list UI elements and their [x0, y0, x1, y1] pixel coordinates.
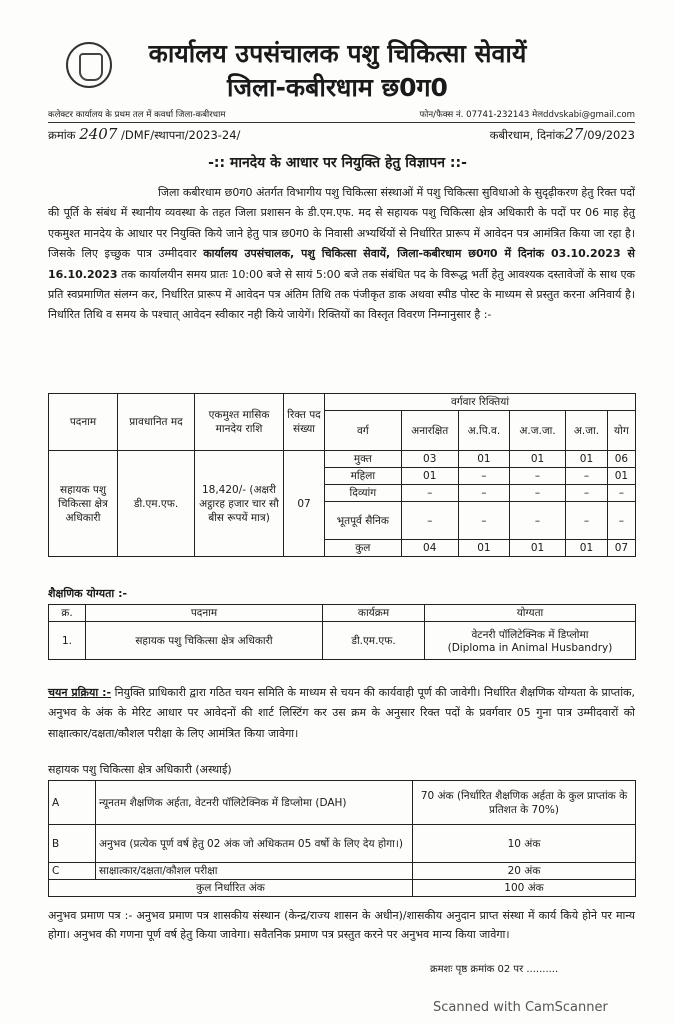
office-title: कार्यालय उपसंचालक पशु चिकित्सा सेवायें	[148, 39, 527, 68]
handwritten-number: 2407	[79, 125, 118, 143]
subject-heading: -:: मानदेय के आधार पर नियुक्ति हेतु विज्ञापन ::-	[208, 155, 467, 171]
experience-note: अनुभव प्रमाण पत्र :- अनुभव प्रमाण पत्र शासकीय संस्थान (केन्द्र/राज्य शासन के अधीन)/शासकीय अनुदान प्राप्त संस्था में कार्य किये होने पर मान्य होगा। अनुभव की गणना पूर्ण वर्ष हेतु किया जावेगा। सवैतनिक प्रमाण पत्र प्रस्तुत करने पर अनुभव मान्य किया जावेगा।	[48, 909, 635, 941]
reference-date: कबीरधाम, दिनांक27/09/2023	[489, 125, 635, 143]
qualification-heading: शैक्षणिक योग्यता :-	[48, 587, 128, 600]
handwritten-day: 27	[564, 125, 584, 143]
district-title: जिला-कबीरधाम छ0ग0	[227, 73, 448, 102]
scanner-watermark: Scanned with CamScanner	[433, 1000, 608, 1015]
reference-line	[48, 125, 635, 143]
selection-heading: चयन प्रक्रिया :-	[48, 686, 112, 699]
marks-table: A न्यूनतम शैक्षणिक अर्हता, वेटनरी पॉलिटेक्निक में डिप्लोमा (DAH) 70 अंक (निर्धारित शैक्षणिक अर्हता के कुल प्राप्तांक के प्रतिशत के 70%) B अनुभव (प्रत्येक पूर्ण वर्ष हेतु 02 अंक जो अधिकतम 05 वर्षो के लिए देय होगा।) 10 अंक C साक्षात्कार/दक्षता/कौशल परीक्षा 20 अंक कुल निर्धारित अंक 100 अंक	[48, 780, 636, 897]
intro-paragraph: जिला कबीरधाम छ0ग0 अंतर्गत विभागीय पशु चिकित्सा संस्थाओं में पशु चिकित्सा सुविधाओ के सुदृढ़ीकरण हेतु रिक्त पदों की पूर्ति के संबंध में स्थानीय व्यवस्था के तहत जिला प्रशासन के डी.एम.एफ. मद से सहायक पशु चिकित्सा क्षेत्र अधिकारी के पदों पर 06 माह हेतु एकमुश्त मानदेय के आधार पर नियुक्ति किये जाने हेतु पात्र छ0ग0 के निवासी अभ्यर्थियों से निर्धारित प्रारूप में आवेदन पत्र आमंत्रित किया जा रहा है। जिसके लिए इच्छुक पात्र उम्मीदवार कार्यालय उपसंचालक, पशु चिकित्सा सेवायें, जिला-कबीरधाम छ0ग0 में दिनांक 03.10.2023 से 16.10.2023 तक कार्यालयीन समय प्रातः 10:00 बजे से सायं 5:00 बजे तक संबंधित पद के विरूद्ध भर्ती हेतु आवश्यक दस्तावेजों के साथ एक प्रति स्वप्रमाणित संलग्न कर, निर्धारित प्रारूप में आवेदन पत्र अंतिम तिथि तक पंजीकृत डाक अथवा स्पीड पोस्ट के माध्यम से प्रस्तुत करना अनिवार्य है। निर्धारित तिथि व समय के पश्चात् आवेदन स्वीकार नही किये जायेगें। रिक्तियों का विस्तृत विवरण निम्नानुसार है :-	[48, 186, 635, 322]
qualification-table: क्र. पदनाम कार्यक्रम योग्यता 1. सहायक पशु चिकित्सा क्षेत्र अधिकारी डी.एम.एफ. वेटनरी पॉलिटेक्निक में डिप्लोमा (Diploma in Animal Husbandry)	[48, 604, 636, 660]
marks-heading: सहायक पशु चिकित्सा क्षेत्र अधिकारी (अस्थाई)	[48, 763, 232, 776]
address-line	[48, 108, 635, 123]
reference-number: क्रमांक 2407 /DMF/स्थापना/2023-24/	[48, 125, 241, 143]
continued-note: क्रमशः पृष्ठ क्रमांक 02 पर ..........	[430, 964, 559, 975]
selection-paragraph: चयन प्रक्रिया :- नियुक्ति प्राधिकारी द्वारा गठित चयन समिति के माध्यम से चयन की कार्यवाही पूर्ण की जावेगी। निर्धारित शैक्षणिक योग्यता के प्राप्तांक, अनुभव के अंक के मेरिट आधार पर आवेदनों की शार्ट लिस्टिंग कर उस क्रम के अनुसार रिक्त पदों के प्रवर्गवार 05 गुना पात्र उम्मीदवारों को साक्षात्कार/दक्षता/कौशल परीक्षा के लिए आमंत्रित किया जावेगा।	[48, 686, 636, 740]
vacancy-table: पदनाम प्रावधानित मद एकमुश्त मासिक मानदेय राशि रिक्त पद संख्या वर्गवार रिक्तियां वर्ग अनारक्षित अ.पि.व. अ.ज.जा. अ.जा. योग सहायक पशु चिकित्सा क्षेत्र अधिकारी डी.एम.एफ. 18,420/- (अक्षरी अट्ठारह हजार चार सौ बीस रूपयें मात्र) 07 मुक्त 03 01 01 01 06 महिला 01 – – – 01 दिव्यांग – – – – – भूतपूर्व सैनिक – – – – – कुल 04 01 01 01 07	[48, 393, 636, 557]
office-contact: फोन/फैक्स नं. 07741-232143 मेलddvskabi@gmail.com	[419, 110, 635, 120]
office-address: कलेक्टर कार्यालय के प्रथम तल में कवर्धा जिला-कबीरधाम	[48, 110, 226, 120]
